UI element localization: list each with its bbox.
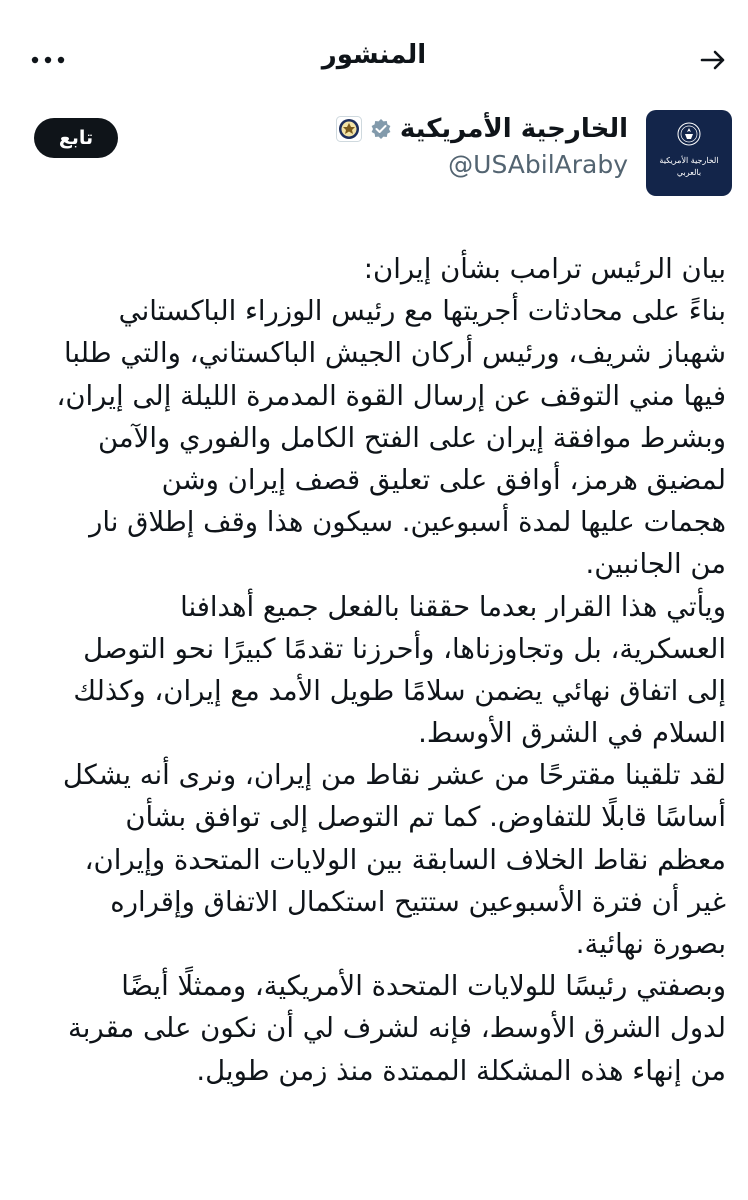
more-horizontal-icon [31,55,65,65]
page-title: المنشور [321,40,427,70]
tweet-line: إلى اتفاق نهائي يضمن سلامًا طويل الأمد مع إيران، وكذلك [73,674,726,707]
tweet-line: لدول الشرق الأوسط، فإنه لشرف لي أن نكون على مقربة [68,1012,726,1045]
author-row [0,106,748,202]
user-handle[interactable]: @USAbilAraby [448,150,628,179]
tweet-line: بيان الرئيس ترامب بشأن إيران: [363,253,726,285]
tweet-line: غير أن فترة الأسبوعين ستتيح استكمال الاتفاق وإقراره [110,885,726,918]
tweet-line: وبشرط موافقة إيران على الفتح الكامل والفوري والآمن [98,421,726,454]
tweet-line: العسكرية، بل وتجاوزناها، وأحرزنا تقدمًا كبيرًا نحو التوصل [83,632,726,665]
tweet-line: فيها مني التوقف عن إرسال القوة المدمرة الليلة إلى إيران، [56,379,726,412]
tweet-line: معظم نقاط الخلاف السابقة بين الولايات المتحدة وإيران، [84,843,726,876]
tweet-line: شهباز شريف، ورئيس أركان الجيش الباكستاني، والتي طلبا [63,337,726,370]
tweet-line: أساسًا قابلًا للتفاوض. كما تم التوصل إلى توافق بشأن [125,801,726,834]
seal-icon [677,122,701,146]
tweet-line: بناءً على محادثات أجريتها مع رئيس الوزراء الباكستاني [118,295,726,328]
tweet-line: هجمات عليها لمدة أسبوعين. سيكون هذا وقف إطلاق نار [89,506,726,539]
verified-badge-icon[interactable] [370,118,392,140]
tweet-line: لقد تلقينا مقترحًا من عشر نقاط من إيران، ونرى أنه يشكل [62,759,726,792]
avatar-text-line1: الخارجية الأمريكية [659,156,719,165]
tweet-line: بصورة نهائية. [575,928,726,960]
more-options-button[interactable] [28,42,68,78]
avatar-text-line2: بالعربي [676,168,702,177]
state-department-seal-icon[interactable] [336,116,362,142]
tweet-line: من إنهاء هذه المشكلة الممتدة منذ زمن طويل. [196,1054,726,1087]
tweet-text [20,248,726,1092]
follow-button[interactable]: تابع [34,118,118,158]
display-name-row [336,114,628,144]
tweet-line: من الجانبين. [585,548,726,581]
tweet-line: السلام في الشرق الأوسط. [418,717,726,750]
tweet-line: لمضيق هرمز، أوافق على تعليق قصف إيران وشن [161,463,726,496]
display-name[interactable]: الخارجية الأمريكية [399,114,628,144]
author-names [336,114,628,179]
avatar[interactable] [646,110,732,196]
tweet-line: ويأتي هذا القرار بعدما حققنا بالفعل جميع أهدافنا [180,590,726,623]
top-bar [0,28,748,88]
tweet-line: وبصفتي رئيسًا للولايات المتحدة الأمريكية، وممثلًا أيضًا [121,970,726,1003]
